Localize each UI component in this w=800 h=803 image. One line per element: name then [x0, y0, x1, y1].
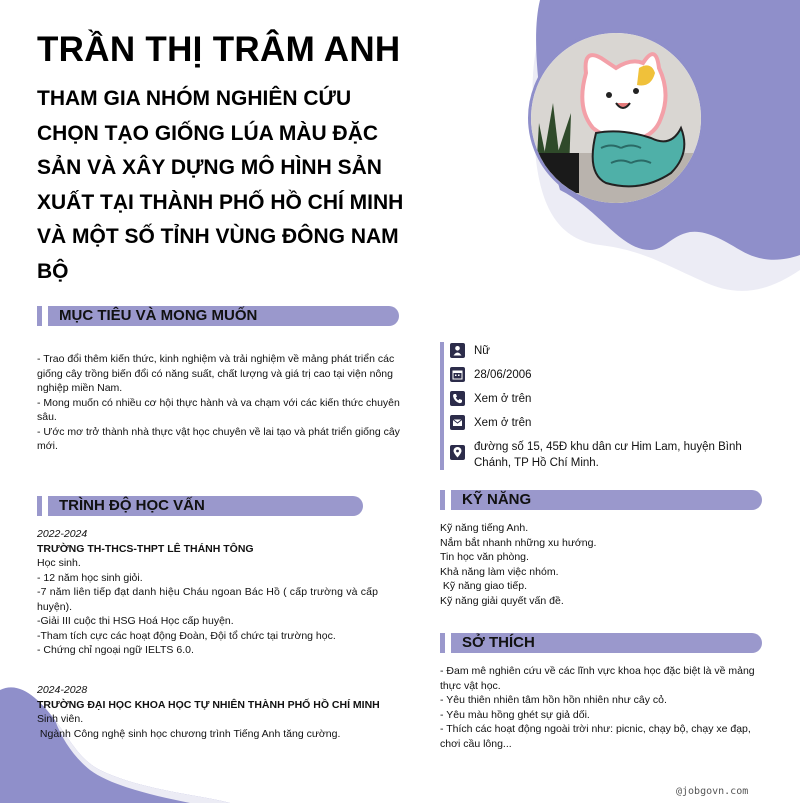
goals-section-header	[37, 306, 399, 326]
skill-item: Nắm bắt nhanh những xu hướng.	[440, 536, 597, 549]
goals-line: - Mong muốn có nhiều cơ hội thực hành và va chạm với các kiến thức chuyên	[37, 396, 400, 409]
education-years: 2024-2028	[37, 684, 88, 696]
calendar-icon	[450, 367, 465, 382]
hobbies-section-title: SỞ THÍCH	[462, 634, 535, 651]
objective-title-line: THAM GIA NHÓM NGHIÊN CỨU	[37, 87, 352, 110]
hobby-item: - Đam mê nghiên cứu về các lĩnh vực khoa học đặc biệt là về mảng	[440, 665, 755, 677]
education-line: huyện).	[37, 600, 73, 613]
goals-line: nghiệp miền Nam.	[37, 382, 123, 394]
skill-item: Tin học văn phòng.	[440, 551, 529, 563]
hobbies-list	[440, 664, 770, 751]
address-line: Chánh, TP Hồ Chí Minh.	[474, 457, 599, 469]
skills-section-header	[440, 490, 762, 510]
education-school: TRƯỜNG TH-THCS-THPT LÊ THÁNH TÔNG	[37, 542, 254, 555]
education-line: Học sinh.	[37, 557, 81, 569]
skill-item: Kỹ năng tiếng Anh.	[440, 522, 529, 534]
hobby-item: - Yêu thiên nhiên tâm hồn hồn nhiên như cây cỏ.	[440, 694, 667, 706]
education-years: 2022-2024	[37, 528, 88, 540]
hobbies-section-header	[440, 633, 762, 653]
goals-line: - Trao đổi thêm kiến thức, kinh nghiệm và trải nghiệm về mảng phát triển các	[37, 353, 395, 365]
location-icon	[450, 445, 465, 460]
skill-item: Kỹ năng giao tiếp.	[440, 580, 527, 592]
goals-line: giống cây trồng biến đổi có năng suất, chất lượng và giá trị cao tại viện nông	[37, 367, 393, 380]
skills-list	[440, 521, 770, 608]
education-section-header	[37, 496, 363, 516]
education-line: -7 năm liên tiếp đạt danh hiệu Cháu ngoan Bác Hồ ( cấp trường và cấp	[37, 586, 379, 598]
footer-credit: @jobgovn.com	[676, 786, 749, 797]
skills-section-title: KỸ NĂNG	[462, 491, 532, 508]
goals-line: sâu.	[37, 411, 57, 423]
education-line: - Chứng chỉ ngoại ngữ IELTS 6.0.	[37, 644, 194, 656]
skill-item: Khả năng làm việc nhóm.	[440, 565, 559, 578]
education-school: TRƯỜNG ĐẠI HỌC KHOA HỌC TỰ NHIÊN THÀNH PHỐ HỒ CHÍ MINH	[37, 698, 380, 711]
goals-section-title: MỤC TIÊU VÀ MONG MUỐN	[59, 307, 258, 324]
education-line: Ngành Công nghệ sinh học chương trình Tiếng Anh tăng cường.	[37, 727, 341, 740]
education-line: -Tham tích cực các hoạt động Đoàn, Đội tổ chức tại trường học.	[37, 629, 336, 642]
candidate-name: TRẦN THỊ TRÂM ANH	[37, 30, 401, 69]
objective-title-line: SẢN VÀ XÂY DỰNG MÔ HÌNH SẢN	[37, 156, 382, 179]
contact-phone: Xem ở trên	[450, 391, 531, 407]
hobby-item: thực vật học.	[440, 679, 501, 692]
education-section-title: TRÌNH ĐỘ HỌC VẤN	[59, 497, 205, 514]
education-line: -Giải III cuộc thi HSG Hoá Học cấp huyện.	[37, 615, 234, 627]
education-entry	[37, 527, 401, 658]
avatar-photo	[531, 33, 701, 203]
phone-icon	[450, 391, 465, 406]
education-entry	[37, 683, 407, 741]
objective-title-line: BỘ	[37, 259, 69, 283]
address-line: đường số 15, 45Đ khu dân cư Him Lam, huyện Bình	[474, 441, 742, 453]
contact-birthday: 28/06/2006	[450, 367, 532, 383]
hobby-item: - Yêu màu hồng ghét sự giả dối.	[440, 708, 590, 721]
skill-item: Kỹ năng giải quyết vấn đề.	[440, 594, 564, 607]
contact-email: Xem ở trên	[450, 415, 531, 431]
avatar	[528, 30, 704, 206]
goals-line: mới.	[37, 440, 58, 452]
person-icon	[450, 343, 465, 358]
objective-title-line: CHỌN TẠO GIỐNG LÚA MÀU ĐẶC	[37, 121, 379, 145]
goals-line: - Ước mơ trở thành nhà thực vật học chuyên về lai tạo và phát triển giống cây	[37, 425, 400, 438]
contact-address	[450, 439, 770, 471]
contact-gender: Nữ	[450, 343, 490, 359]
objective-title	[37, 82, 417, 289]
email-icon	[450, 415, 465, 430]
hobby-item: - Thích các hoạt động ngoài trời như: picnic, chạy bộ, chạy xe đạp,	[440, 723, 751, 735]
education-line: - 12 năm học sinh giỏi.	[37, 571, 143, 584]
goals-text	[37, 352, 402, 454]
education-line: Sinh viên.	[37, 713, 84, 725]
hobby-item: chơi cầu lông...	[440, 737, 512, 750]
objective-title-line: VÀ MỘT SỐ TỈNH VÙNG ĐÔNG NAM	[37, 225, 399, 248]
objective-title-line: XUẤT TẠI THÀNH PHỐ HỒ CHÍ MINH	[37, 190, 404, 214]
